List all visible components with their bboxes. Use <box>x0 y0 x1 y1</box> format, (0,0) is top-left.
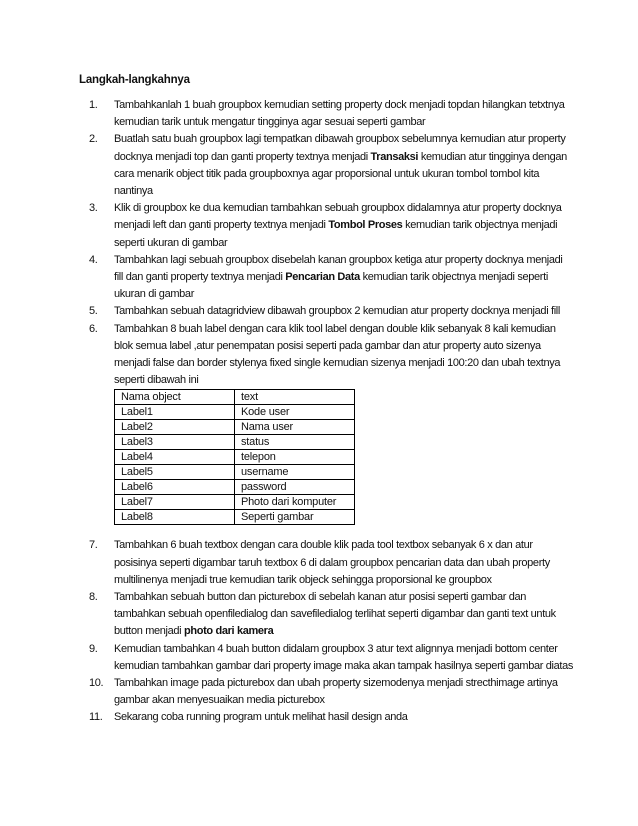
step-number: 10. <box>89 677 104 690</box>
step-number: 1. <box>89 99 98 111</box>
step-bold-text: photo dari kamera <box>183 625 274 638</box>
label-table <box>114 389 355 525</box>
table-cell-object: Label7 <box>115 495 235 510</box>
step-text: Tambahkan sebuah datagridview dibawah groupbox 2 kemudian atur property docknya menjadi fill <box>114 305 560 318</box>
step-bold-text: Pencarian Data <box>285 271 360 284</box>
step-text: kemudian tarik objectnya menjadi seperti ukuran di gambar <box>114 271 548 301</box>
table-row <box>115 495 355 510</box>
table-row <box>115 510 355 525</box>
step-1 <box>79 97 574 131</box>
table-row <box>115 420 355 435</box>
table-cell-object: Label6 <box>115 480 235 495</box>
step-text: Tambahkan 8 buah label dengan cara klik tool label dengan double klik sebanyak 8 kali kemudian blok semua label ,atur penempatan posisi seperti pada gambar dan atur property auto sizenya menjadi false dan border stylenya fixed single kemudian sizenya menjadi 100:20 dan ubah textnya seperti dibawah ini <box>114 322 561 387</box>
table-cell-object: Label2 <box>115 420 235 435</box>
table-cell-text: Kode user <box>235 405 355 420</box>
table-header-cell: text <box>235 390 355 405</box>
table-cell-object: Label1 <box>115 405 235 420</box>
step-9 <box>79 641 574 675</box>
step-number: 9. <box>89 642 98 655</box>
table-cell-text: telepon <box>235 450 355 465</box>
step-number: 3. <box>89 202 98 215</box>
table-row <box>115 405 355 420</box>
table-cell-text: Photo dari komputer <box>235 495 355 510</box>
table-row <box>115 465 355 480</box>
step-text: Tambahkan 6 buah textbox dengan cara double klik pada tool textbox sebanyak 6 x dan atur posisinya seperti digambar taruh textbox 6 di dalam groupbox pencarian data dan ubah property multilinenya menjadi true kemudian tarik objeck sehingga proporsional ke groupbox <box>114 539 550 586</box>
table-row <box>115 480 355 495</box>
step-11 <box>79 709 574 726</box>
steps-list <box>79 97 574 727</box>
step-6 <box>79 321 574 538</box>
step-bold-text: Tombol Proses <box>328 219 403 232</box>
step-8 <box>79 589 574 641</box>
step-5 <box>79 303 574 320</box>
step-text: Sekarang coba running program untuk melihat hasil design anda <box>114 711 408 724</box>
step-number: 11. <box>89 711 103 724</box>
step-text: Klik di groupbox ke dua kemudian tambahkan sebuah groupbox didalamnya atur property docknya menjadi left dan ganti property textnya menjadi <box>114 202 562 232</box>
table-cell-text: Nama user <box>235 420 355 435</box>
step-number: 4. <box>89 253 98 266</box>
table-cell-text: password <box>235 480 355 495</box>
table-cell-object: Label3 <box>115 435 235 450</box>
step-text: Tambahkan lagi sebuah groupbox disebelah kanan groupbox ketiga atur property docknya menjadi fill dan ganti property textnya menjadi <box>114 253 563 284</box>
table-cell-text: status <box>235 435 355 450</box>
table-cell-text: username <box>235 465 355 480</box>
step-number: 5. <box>89 305 98 318</box>
table-row <box>115 435 355 450</box>
table-cell-object: Label4 <box>115 450 235 465</box>
step-10 <box>79 675 574 709</box>
step-number: 7. <box>89 539 98 552</box>
step-bold-text: Transaksi <box>370 150 419 163</box>
step-4 <box>79 252 574 304</box>
step-7 <box>79 537 574 589</box>
step-number: 6. <box>89 322 98 335</box>
step-text: Tambahkan sebuah button dan picturebox di sebelah kanan atur posisi seperti gambar dan tambahkan sebuah openfiledialog dan savefiledialog terlihat seperti digambar dan ganti text untuk button menjadi <box>114 591 556 638</box>
step-2 <box>79 131 574 200</box>
step-text: Kemudian tambahkan 4 buah button didalam groupbox 3 atur text alignnya menjadi bottom center kemudian tambahkan gambar dari property image maka akan tampak hasilnya seperti gambar diatas <box>114 642 574 672</box>
step-number: 8. <box>89 591 98 604</box>
table-spacer <box>114 525 574 537</box>
step-3 <box>79 200 574 252</box>
step-number: 2. <box>89 133 98 146</box>
table-cell-object: Label5 <box>115 465 235 480</box>
step-text: Tambahkan image pada picturebox dan ubah property sizemodenya menjadi strecthimage artinya gambar akan menyesuaikan media picturebox <box>114 677 558 707</box>
table-cell-object: Label8 <box>115 510 235 525</box>
table-row <box>115 450 355 465</box>
step-text: kemudian tarik objectnya menjadi seperti ukuran di gambar <box>114 219 558 249</box>
table-header-row <box>115 390 355 405</box>
step-text: Tambahkanlah 1 buah groupbox kemudian setting property dock menjadi topdan hilangkan tetxtnya kemudian tarik untuk mengatur tingginya agar sesuai seperti gambar <box>114 99 565 129</box>
table-cell-text: Seperti gambar <box>235 510 355 525</box>
section-heading: Langkah-langkahnya <box>79 74 190 86</box>
step-text: Buatlah satu buah groupbox lagi tempatkan dibawah groupbox sebelumnya kemudian atur property docknya menjadi top dan ganti property textnya menjadi <box>114 133 566 163</box>
step-text: kemudian atur tingginya dengan cara menarik object titik pada groupboxnya agar proporsional untuk ukuran tombol tombol kita nantinya <box>114 150 567 198</box>
table-header-cell: Nama object <box>115 390 235 405</box>
